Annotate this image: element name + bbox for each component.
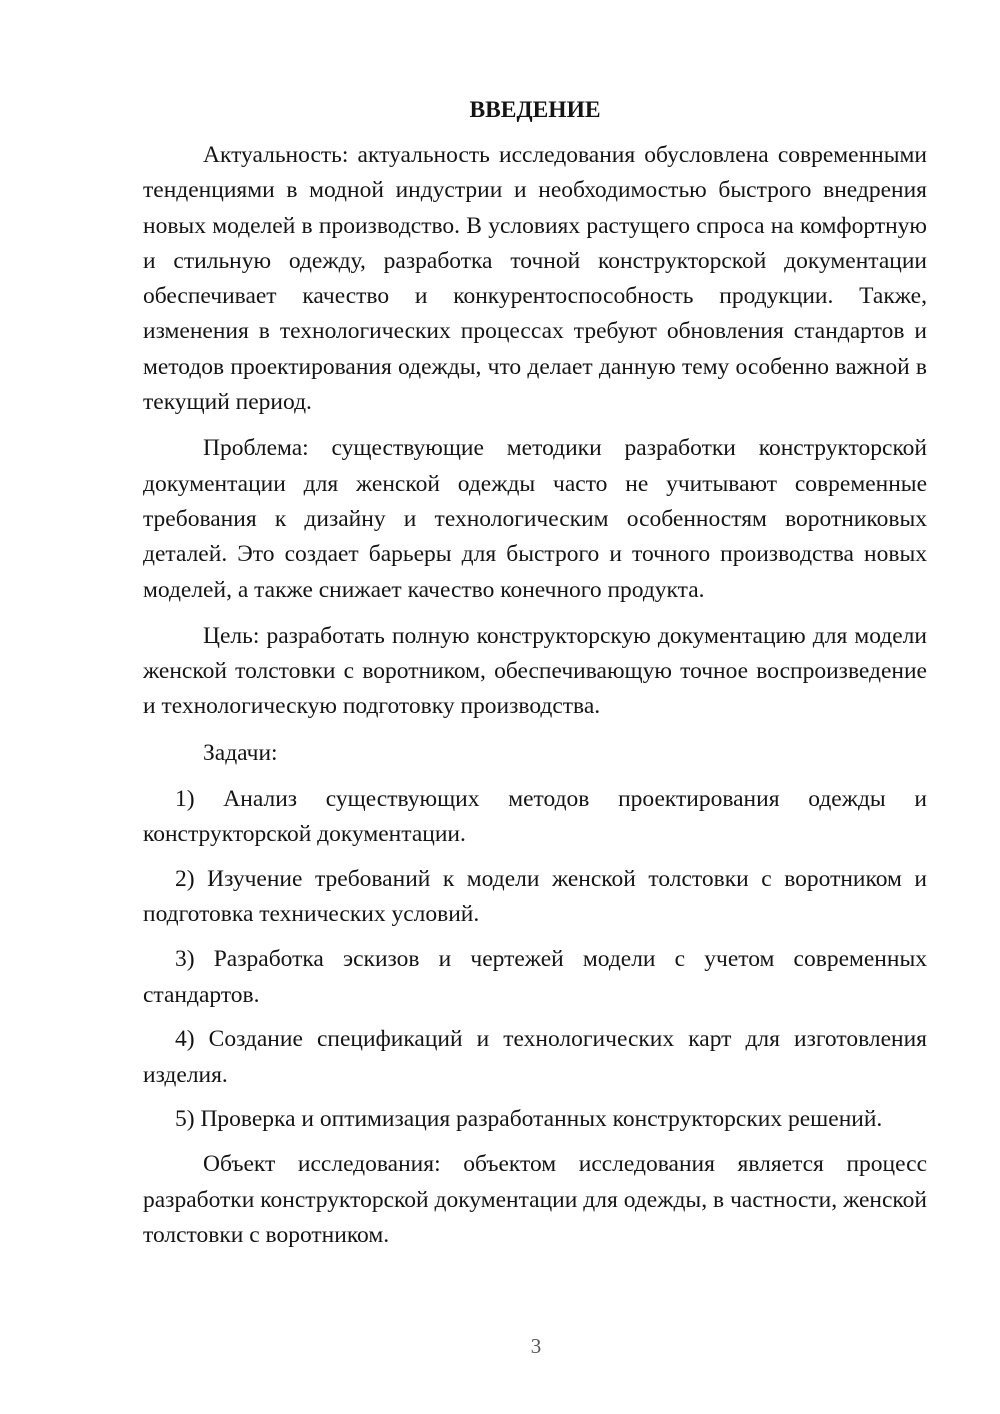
- page-body: [143, 94, 927, 1264]
- tasks-heading: Задачи:: [203, 739, 278, 766]
- goal-paragraph: Цель: разработать полную конструкторскую документацию для модели женской толстовки с воротником, обеспечивающую точное воспроизведение и технологическую подготовку производства.: [143, 622, 927, 720]
- task-item: 4) Создание спецификаций и технологических карт для изготовления изделия.: [143, 1026, 927, 1088]
- object-paragraph: Объект исследования: объектом исследования является процесс разработки конструкторской документации для одежды, в частности, женской толстовки с воротником.: [143, 1151, 927, 1248]
- task-item: 3) Разработка эскизов и чертежей модели с учетом современных стандартов.: [143, 946, 927, 1008]
- relevance-paragraph: Актуальность: актуальность исследования обусловлена современными тенденциями в модной индустрии и необходимостью быстрого внедрения новых моделей в производство. В условиях растущего спроса на комфортную и стильную одежду, разработка точной конструкторской документации обеспечивает качество и конкурентоспособность продукции. Также, изменения в технологических процессах требуют обновления стандартов и методов проектирования одежды, что делает данную тему особенно важной в текущий период.: [143, 142, 927, 416]
- page-number: 3: [530, 1334, 542, 1358]
- task-item: 1) Анализ существующих методов проектирования одежды и конструкторской документации.: [143, 786, 927, 848]
- task-item: 2) Изучение требований к модели женской толстовки с воротником и подготовка технических условий.: [143, 866, 927, 928]
- tasks-list: [143, 782, 927, 1138]
- section-title: ВВЕДЕНИЕ: [469, 97, 601, 123]
- task-item: 5) Проверка и оптимизация разработанных конструкторских решений.: [175, 1106, 883, 1133]
- problem-paragraph: Проблема: существующие методики разработки конструкторской документации для женской одежды часто не учитывают современные требования к дизайну и технологическим особенностям воротниковых деталей. Это создает барьеры для быстрого и точного производства новых моделей, а также снижает качество конечного продукта.: [143, 435, 927, 603]
